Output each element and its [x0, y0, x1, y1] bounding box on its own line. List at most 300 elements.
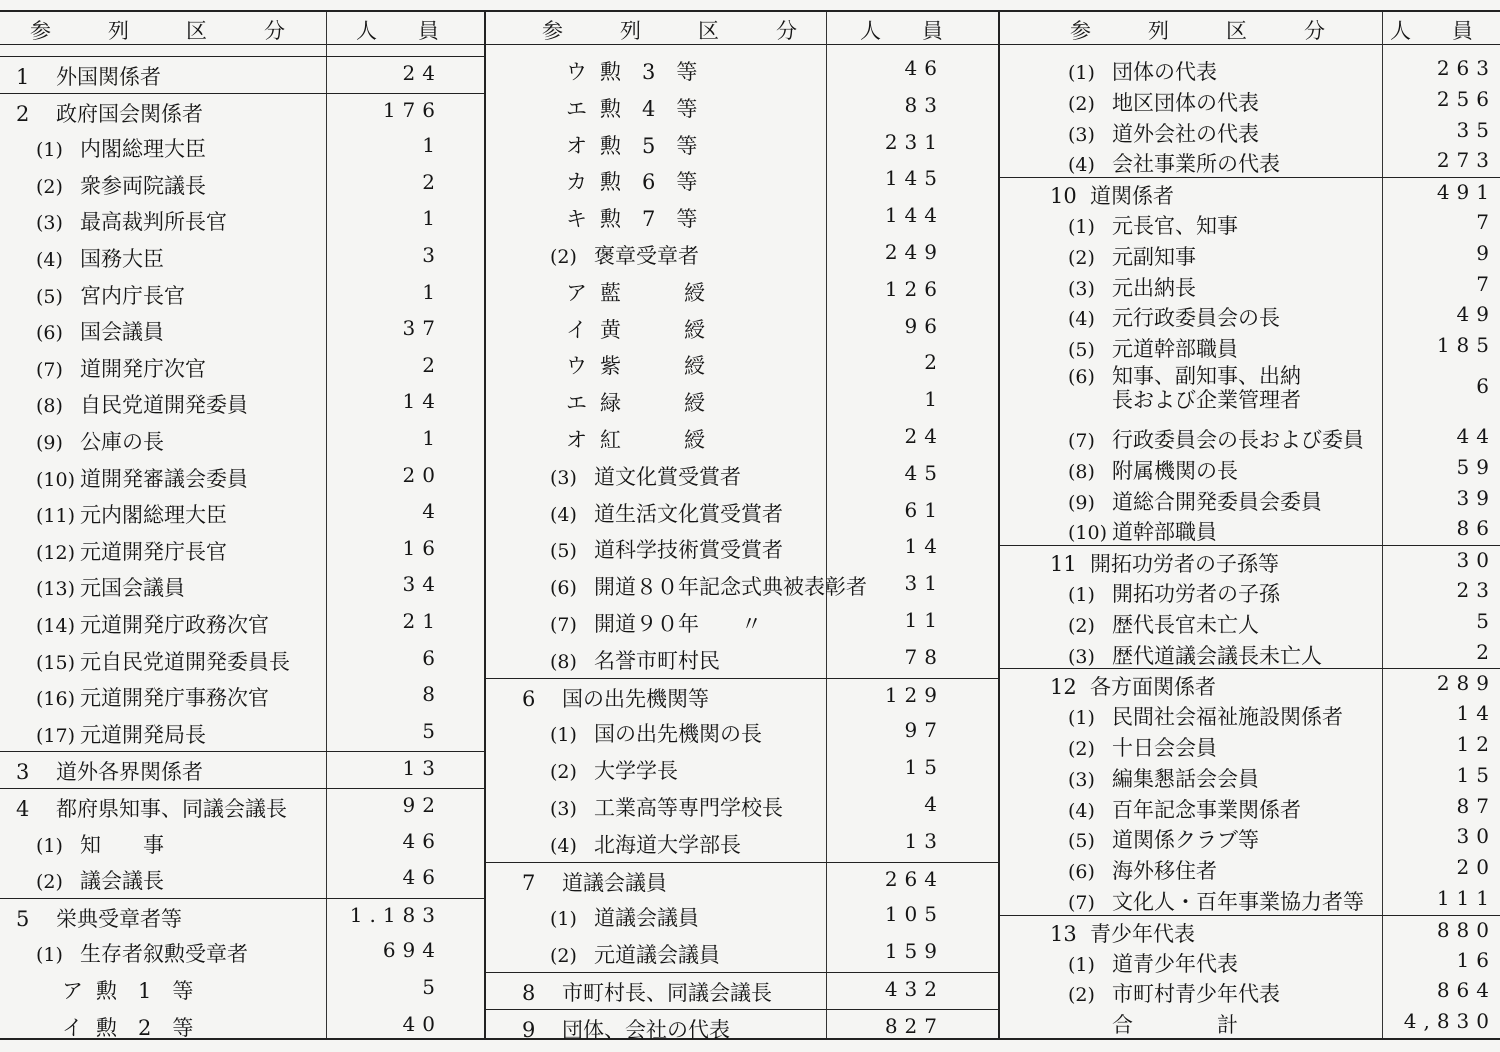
table-row — [1000, 239, 1500, 270]
row-value: 1 — [924, 387, 944, 412]
table-row — [0, 825, 484, 862]
table-row — [0, 349, 484, 386]
row-label — [1068, 1009, 1238, 1039]
row-value: 46 — [402, 865, 442, 890]
row-number: (14) — [36, 615, 76, 637]
row-label — [36, 133, 206, 163]
row-text: 元道開発庁長官 — [80, 539, 227, 564]
row-value: 2 — [422, 352, 442, 377]
table-row — [486, 972, 998, 1010]
table-row — [0, 861, 484, 898]
table-row — [1000, 422, 1500, 453]
row-number: (3) — [1068, 277, 1095, 300]
table-row — [486, 751, 998, 788]
row-number: ア — [62, 979, 83, 1003]
row-text: 元道議会議員 — [594, 943, 720, 968]
table-row — [1000, 638, 1500, 669]
row-label — [566, 350, 705, 380]
row-label — [550, 829, 741, 859]
table-row — [0, 751, 484, 789]
row-text: 名誉市町村民 — [594, 648, 720, 673]
row-value: 4 — [924, 792, 944, 816]
row-text: 元出納長 — [1112, 275, 1196, 300]
table-row — [0, 678, 484, 715]
table-row — [486, 383, 998, 420]
table-row — [1000, 853, 1500, 884]
row-label — [16, 98, 203, 128]
table-column-1 — [0, 10, 486, 1040]
row-value: 86 — [1456, 516, 1496, 541]
row-text: 勲 4 等 — [600, 96, 698, 121]
row-value: 126 — [884, 276, 944, 301]
row-number: (6) — [36, 322, 63, 345]
row-value: 40 — [402, 1011, 442, 1036]
row-text: 附属機関の長 — [1112, 458, 1238, 483]
row-number: (1) — [36, 139, 63, 162]
row-value: 11 — [904, 608, 944, 632]
row-text: 道生活文化賞受賞者 — [594, 501, 783, 526]
table-row — [1000, 668, 1500, 700]
row-number: 5 — [16, 906, 30, 931]
table-row — [1000, 822, 1500, 853]
row-text: 国務大臣 — [80, 247, 164, 271]
row-number: (6) — [1068, 861, 1095, 884]
row-number: (13) — [36, 578, 76, 601]
row-label — [36, 719, 206, 749]
row-number: (5) — [1068, 830, 1095, 853]
row-text: 政府国会関係者 — [56, 101, 203, 126]
row-number: (3) — [36, 212, 63, 235]
row-number: オ — [566, 133, 587, 158]
table-row — [1000, 177, 1500, 209]
row-text: 勲 5 等 — [600, 133, 698, 158]
row-label — [1068, 640, 1322, 670]
row-value: 185 — [1436, 333, 1496, 358]
table-row — [1000, 792, 1500, 823]
row-number: (4) — [36, 249, 63, 271]
row-text: 勲 7 等 — [600, 207, 698, 232]
row-number: 11 — [1050, 552, 1077, 577]
row-number: 13 — [1050, 921, 1077, 946]
header-category: 参 列 区 分 — [542, 19, 815, 43]
row-number: (3) — [1068, 768, 1095, 791]
table-row — [1000, 884, 1500, 915]
table-row — [1000, 484, 1500, 515]
row-text: 道青少年代表 — [1112, 951, 1238, 976]
row-text: 宮内庁長官 — [80, 283, 185, 308]
row-value: 12 — [1456, 732, 1496, 757]
row-label — [522, 867, 667, 897]
row-value: 2 — [422, 169, 442, 194]
table-row — [0, 715, 484, 752]
row-text: 元道開発庁政務次官 — [80, 613, 269, 637]
row-label — [550, 461, 741, 491]
row-value: 5 — [422, 975, 442, 999]
table-row — [0, 788, 484, 826]
column-header — [0, 12, 484, 45]
row-label — [1050, 671, 1216, 701]
row-text: 道開発庁次官 — [80, 356, 206, 381]
row-label — [550, 902, 699, 932]
row-label — [36, 499, 227, 529]
row-number: 10 — [1050, 184, 1077, 209]
row-value: 14 — [402, 389, 442, 414]
row-number: 2 — [16, 101, 30, 126]
row-number: 9 — [522, 1017, 536, 1042]
row-number: ウ — [566, 60, 587, 84]
table-row — [486, 935, 998, 972]
row-text: 道議会議員 — [594, 906, 699, 931]
header-persons: 人 員 — [356, 19, 449, 43]
table-row — [486, 162, 998, 199]
row-text: 黄 綬 — [600, 317, 705, 342]
row-text: 歴代長官未亡人 — [1112, 612, 1259, 637]
row-text: 十日会会員 — [1112, 736, 1217, 761]
row-value: 31 — [904, 571, 944, 596]
row-text: 会社事業所の代表 — [1112, 152, 1280, 177]
row-value: 289 — [1436, 671, 1496, 696]
row-number: ウ — [566, 354, 587, 379]
table-row — [1000, 730, 1500, 761]
table-row — [1000, 85, 1500, 116]
table-row — [486, 457, 998, 494]
row-label — [522, 1014, 730, 1044]
row-text: 元長官、知事 — [1112, 214, 1238, 238]
table-column-3 — [1000, 10, 1500, 1040]
row-label — [62, 975, 193, 1005]
row-label — [1068, 118, 1259, 148]
row-text: 元国会議員 — [80, 576, 185, 601]
row-number: エ — [566, 391, 587, 416]
row-number: (6) — [550, 577, 577, 600]
row-number: (10) — [36, 468, 76, 491]
row-label — [1068, 455, 1238, 485]
row-text: 道外会社の代表 — [1112, 121, 1259, 146]
row-text: 道外各界関係者 — [56, 760, 203, 785]
table-row — [486, 494, 998, 531]
row-label — [566, 424, 705, 454]
row-number: (1) — [1068, 216, 1095, 238]
row-text: 衆参両院議長 — [80, 173, 206, 198]
row-value: 2 — [1476, 639, 1496, 664]
row-label — [550, 608, 762, 638]
row-text: 議会議長 — [80, 869, 164, 894]
row-label — [1068, 87, 1259, 117]
table-row — [486, 273, 998, 310]
row-text: 栄典受章者等 — [56, 906, 182, 931]
table-row — [0, 971, 484, 1008]
row-value: 30 — [1456, 548, 1496, 573]
table-row — [1000, 331, 1500, 362]
table-row — [486, 641, 998, 678]
table-row — [0, 129, 484, 166]
table-row — [486, 898, 998, 935]
row-label — [36, 938, 248, 968]
row-text: 百年記念事業関係者 — [1112, 797, 1301, 822]
row-number: キ — [566, 207, 587, 232]
row-value: 491 — [1436, 180, 1496, 205]
row-value: 24 — [904, 424, 944, 448]
table-row — [0, 642, 484, 679]
row-label — [1068, 948, 1238, 978]
row-value: 264 — [884, 866, 944, 891]
row-number: 1 — [16, 65, 30, 89]
row-text: 道関係クラブ等 — [1112, 828, 1259, 853]
row-value: 20 — [1456, 855, 1496, 880]
row-number: (2) — [36, 871, 63, 894]
header-category: 参 列 区 分 — [1070, 19, 1343, 43]
row-value: 92 — [402, 793, 442, 817]
table-row — [486, 1009, 998, 1047]
row-value: 49 — [1456, 302, 1496, 327]
row-label — [1068, 486, 1322, 516]
row-label — [550, 755, 678, 785]
table-row — [486, 862, 998, 900]
row-text: 知 事 — [80, 832, 164, 857]
row-value: 39 — [1456, 485, 1496, 510]
row-number: (7) — [550, 614, 577, 636]
row-text: 青少年代表 — [1090, 921, 1195, 946]
row-label — [1068, 855, 1217, 885]
table-row — [1000, 915, 1500, 947]
table-row — [1000, 976, 1500, 1007]
row-value: 273 — [1436, 148, 1496, 173]
row-label — [36, 206, 227, 236]
row-number: イ — [62, 1015, 83, 1040]
table-row — [0, 934, 484, 971]
row-label — [16, 903, 182, 933]
row-number: 12 — [1050, 675, 1077, 700]
row-label — [1068, 516, 1217, 546]
row-text: 元内閣総理大臣 — [80, 503, 227, 528]
table-row — [0, 605, 484, 642]
row-number: (2) — [1068, 738, 1095, 761]
row-label — [1050, 918, 1195, 948]
table-row — [0, 312, 484, 349]
row-value: 105 — [884, 902, 944, 927]
row-label — [1050, 548, 1279, 578]
row-value: 256 — [1436, 86, 1496, 111]
row-text: 道幹部職員 — [1112, 520, 1217, 545]
row-text: 都府県知事、同議会議長 — [56, 797, 287, 821]
table-row — [1000, 699, 1500, 730]
row-text: 勲 6 等 — [600, 170, 698, 195]
table-row — [0, 166, 484, 203]
row-label — [550, 792, 783, 822]
row-value: 96 — [904, 313, 944, 338]
row-label — [1068, 56, 1217, 86]
row-label — [566, 166, 697, 196]
table-row — [486, 310, 998, 347]
table-row — [1000, 362, 1500, 422]
row-text: 勲 3 等 — [600, 60, 698, 84]
row-number: (6) — [1068, 366, 1095, 388]
row-label — [36, 426, 164, 456]
row-number: (12) — [36, 541, 76, 564]
row-text: 最高裁判所長官 — [80, 210, 227, 235]
row-number: 8 — [522, 981, 536, 1005]
row-label — [1068, 241, 1196, 271]
row-number: 4 — [16, 797, 30, 821]
table-row — [0, 239, 484, 276]
row-label — [1068, 424, 1364, 454]
table-row — [0, 422, 484, 459]
row-label — [1068, 701, 1343, 731]
row-label — [1068, 763, 1259, 793]
row-number: (17) — [36, 724, 76, 747]
column-header — [486, 12, 998, 45]
row-label — [1068, 824, 1259, 854]
row-number: (4) — [1068, 154, 1095, 177]
row-number: (1) — [36, 944, 63, 967]
row-label — [1068, 732, 1217, 762]
row-label — [1068, 210, 1238, 240]
table-row — [1000, 607, 1500, 638]
row-value: 694 — [382, 938, 442, 963]
row-number: (4) — [1068, 308, 1095, 331]
row-label — [1068, 886, 1364, 916]
header-persons: 人 員 — [860, 19, 953, 43]
row-value: 83 — [904, 92, 944, 117]
row-value: 24 — [402, 61, 442, 85]
row-value: 21 — [402, 609, 442, 633]
row-text: 元道幹部職員 — [1112, 337, 1238, 362]
row-number: (5) — [36, 285, 63, 308]
row-label — [36, 829, 164, 859]
row-text: 元副知事 — [1112, 244, 1196, 269]
row-number: (5) — [550, 540, 577, 563]
row-number: (16) — [36, 688, 76, 711]
row-value: 6 — [422, 645, 442, 670]
row-label — [36, 316, 164, 346]
row-value: 78 — [904, 644, 944, 669]
row-number: (10) — [1068, 522, 1108, 545]
row-label — [36, 682, 269, 712]
row-value: 87 — [1456, 793, 1496, 818]
row-value: 249 — [884, 240, 944, 264]
row-label — [36, 170, 206, 200]
table-row — [0, 385, 484, 422]
row-label — [1068, 364, 1312, 412]
row-number: (2) — [36, 175, 63, 198]
row-value: 864 — [1436, 978, 1496, 1003]
row-label — [1068, 794, 1301, 824]
row-text: 知事、副知事、出納長および企業管理者 — [1112, 364, 1301, 412]
row-text: 民間社会福祉施設関係者 — [1112, 705, 1343, 730]
row-label — [1068, 578, 1280, 608]
row-label — [1068, 609, 1259, 639]
row-label — [1050, 180, 1174, 210]
table-row — [1000, 54, 1500, 85]
row-label — [1068, 148, 1280, 178]
row-text: 行政委員会の長および委員 — [1112, 428, 1364, 453]
row-number: (8) — [36, 395, 63, 418]
row-label — [36, 243, 164, 273]
table-row — [0, 56, 484, 94]
row-value: 1 — [422, 206, 442, 231]
row-label — [36, 353, 206, 383]
row-label — [550, 718, 762, 748]
row-value: 2 — [924, 350, 944, 375]
row-value: 111 — [1436, 886, 1496, 911]
row-label — [1068, 272, 1196, 302]
row-value: 1 — [422, 133, 442, 158]
table-row — [0, 1008, 484, 1045]
row-number: (7) — [1068, 430, 1095, 453]
row-text: 合 計 — [1112, 1013, 1238, 1038]
row-label — [1068, 978, 1280, 1008]
row-text: 元道開発局長 — [80, 722, 206, 747]
row-text: 内閣総理大臣 — [80, 137, 206, 162]
row-value: 9 — [1476, 240, 1496, 265]
row-number: (2) — [550, 246, 577, 268]
row-number: (2) — [550, 761, 577, 784]
row-text: 海外移住者 — [1112, 859, 1217, 884]
row-text: 道開発審議会委員 — [80, 466, 248, 491]
row-text: 開道９０年 〃 — [594, 612, 762, 636]
row-value: 145 — [884, 166, 944, 191]
row-label — [36, 389, 248, 419]
row-text: 紫 綬 — [600, 354, 705, 379]
column-header — [1000, 12, 1500, 45]
table-row — [486, 678, 998, 716]
row-number: (1) — [1068, 707, 1095, 730]
row-value: 176 — [382, 97, 442, 122]
row-number: ア — [566, 280, 587, 305]
row-value: 6 — [1476, 374, 1496, 398]
row-number: (2) — [550, 945, 577, 968]
row-label — [550, 240, 699, 270]
row-text: 国の出先機関の長 — [594, 722, 762, 747]
row-label — [522, 683, 709, 713]
table-row — [486, 825, 998, 862]
row-value: 263 — [1436, 56, 1496, 80]
row-value: 14 — [904, 534, 944, 559]
table-row — [1000, 946, 1500, 977]
row-value: 827 — [884, 1013, 944, 1038]
row-number: (1) — [550, 908, 577, 931]
row-number: イ — [566, 317, 587, 342]
row-text: 北海道大学部長 — [594, 832, 741, 857]
row-text: 勲 1 等 — [96, 979, 194, 1003]
table-row — [486, 126, 998, 163]
table-row — [0, 93, 484, 131]
row-label — [36, 865, 164, 895]
row-text: 生存者叙勲受章者 — [80, 942, 248, 967]
row-label — [36, 609, 269, 639]
table-row — [486, 530, 998, 567]
row-value: 1 — [422, 279, 442, 304]
row-number: (9) — [36, 432, 63, 454]
row-value: 4,830 — [1403, 1009, 1496, 1034]
table-row — [486, 567, 998, 604]
row-label — [566, 277, 705, 307]
table-row — [0, 495, 484, 532]
row-label — [550, 498, 783, 528]
table-row — [1000, 1007, 1500, 1038]
row-text: 紅 綬 — [600, 428, 705, 452]
row-label — [16, 793, 287, 823]
row-label — [62, 1012, 193, 1042]
row-text: 道議会議員 — [562, 870, 667, 895]
table-row — [486, 199, 998, 236]
row-value: 59 — [1456, 454, 1496, 479]
row-value: 432 — [884, 977, 944, 1001]
row-number: (2) — [1068, 614, 1095, 637]
row-label — [566, 56, 697, 86]
row-text: 市町村青少年代表 — [1112, 982, 1280, 1007]
row-number: (2) — [1068, 246, 1095, 269]
